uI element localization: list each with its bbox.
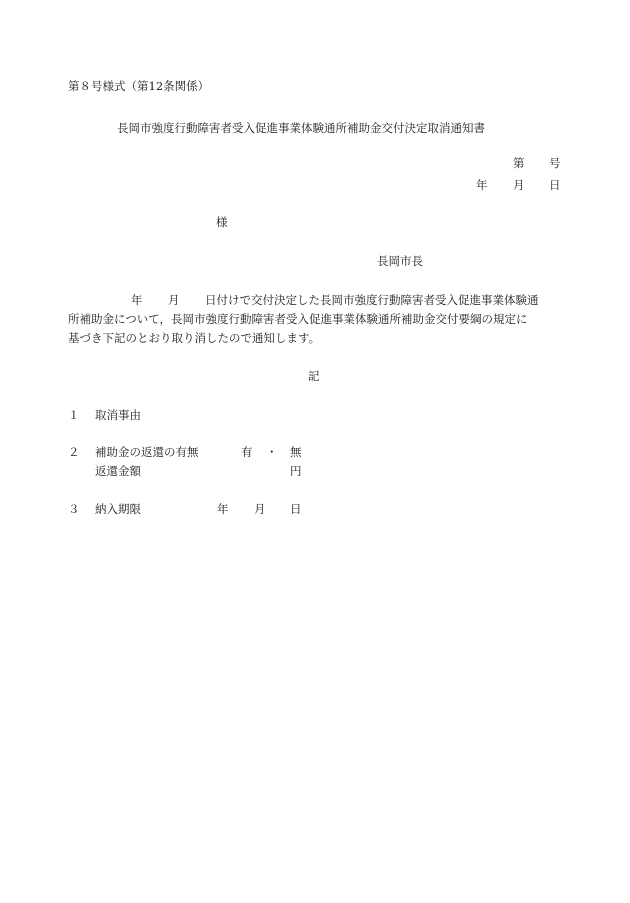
item-2-label: 補助金の返還の有無 <box>95 445 199 459</box>
issuer-name: 長岡市長 <box>377 254 423 268</box>
date-month: 月 <box>513 178 525 192</box>
body-line-3: 基づき下記のとおり取り消したので通知します。 <box>68 331 321 345</box>
form-label: 第８号様式（第12条関係） <box>68 79 210 93</box>
addressee-suffix: 様 <box>216 215 228 229</box>
doc-number-prefix: 第 <box>513 156 525 170</box>
item-2-option-no: 無 <box>290 445 302 459</box>
item-1-number: １ <box>68 408 80 422</box>
body-line-1: 日付けで交付決定した長岡市強度行動障害者受入促進事業体験通 <box>205 293 539 307</box>
body-date-month: 月 <box>168 293 180 307</box>
item-2-amount-label: 返還金額 <box>95 464 141 478</box>
item-3-year: 年 <box>217 502 229 516</box>
item-3-month: 月 <box>254 502 266 516</box>
item-3-day: 日 <box>290 502 302 516</box>
body-line-2: 所補助金について，長岡市強度行動障害者受入促進事業体験通所補助金交付要綱の規定に <box>68 312 528 326</box>
date-day: 日 <box>549 178 561 192</box>
date-year: 年 <box>476 178 488 192</box>
ki-heading: 記 <box>308 369 320 383</box>
item-3-label: 納入期限 <box>95 502 141 516</box>
item-3-number: ３ <box>68 502 80 516</box>
item-1-label: 取消事由 <box>95 408 141 422</box>
item-2-option-yes: 有 <box>241 445 253 459</box>
item-2-amount-unit: 円 <box>290 464 302 478</box>
body-date-year: 年 <box>131 293 143 307</box>
doc-number-suffix: 号 <box>549 156 561 170</box>
document-title: 長岡市強度行動障害者受入促進事業体験通所補助金交付決定取消通知書 <box>117 121 485 135</box>
item-2-number: ２ <box>68 445 80 459</box>
item-2-separator: ・ <box>266 445 278 459</box>
